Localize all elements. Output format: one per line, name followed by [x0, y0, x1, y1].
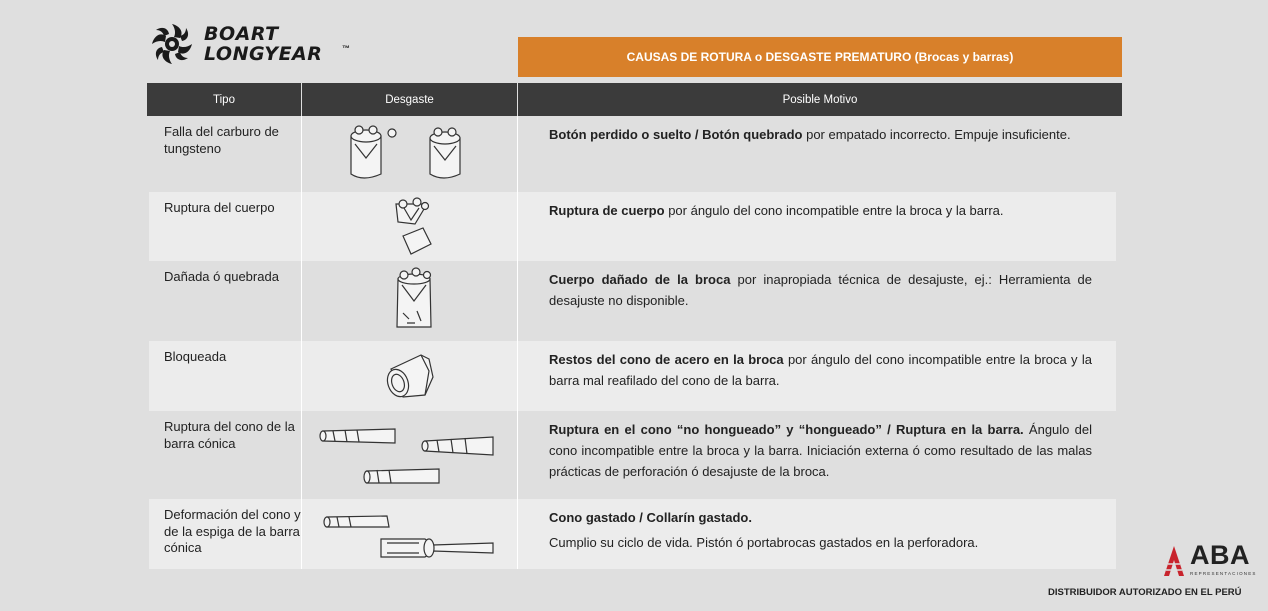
trademark-symbol: ™	[342, 44, 350, 53]
worn-rods-illustration	[303, 499, 517, 569]
column-header-desgaste: Desgaste	[302, 83, 517, 116]
page-title: CAUSAS DE ROTURA o DESGASTE PREMATURO (Brocas y barras)	[518, 37, 1122, 77]
broken-rods-illustration	[303, 411, 517, 499]
logo-line-1: BOART	[204, 23, 279, 45]
row-motivo	[549, 269, 1092, 311]
damaged-bit-illustration	[303, 261, 517, 341]
motivo-text: por ángulo del cono incompatible entre la broca y la barra.	[664, 203, 1004, 218]
column-divider	[517, 116, 518, 569]
table-row	[149, 261, 1116, 341]
aba-logo	[1162, 540, 1257, 582]
row-tipo: Bloqueada	[164, 349, 227, 364]
boart-longyear-emblem-icon	[150, 22, 194, 66]
broken-bit-buttons-illustration	[303, 116, 517, 192]
motivo-bold: Ruptura en el cono “no hongueado” y “hongueado” / Ruptura en la barra.	[549, 422, 1024, 437]
aba-subtitle: REPRESENTACIONES	[1190, 571, 1257, 576]
motivo-bold: Cuerpo dañado de la broca	[549, 272, 731, 287]
column-header-motivo: Posible Motivo	[518, 83, 1122, 116]
broken-bit-body-illustration	[303, 192, 517, 261]
table-row	[149, 116, 1116, 192]
motivo-bold: Cono gastado / Collarín gastado.	[549, 510, 752, 525]
row-tipo: Ruptura del cuerpo	[164, 200, 275, 215]
boart-longyear-logo	[150, 22, 370, 72]
table-row	[149, 192, 1116, 261]
motivo-bold: Ruptura de cuerpo	[549, 203, 665, 218]
motivo-text: por empatado incorrecto. Empuje insuficiente.	[802, 127, 1071, 142]
distributor-tagline: DISTRIBUIDOR AUTORIZADO EN EL PERÚ	[1048, 587, 1242, 598]
logo-wordmark	[204, 24, 322, 64]
motivo-text: por inapropiada técnica de desajuste, ej.: Herramienta de desajuste no disponible.	[549, 272, 1092, 308]
logo-line-2: LONGYEAR	[204, 43, 323, 65]
row-tipo: Dañada ó quebrada	[164, 269, 279, 284]
table-row	[149, 411, 1116, 499]
motivo-bold: Botón perdido o suelto / Botón quebrado	[549, 127, 803, 142]
row-motivo	[549, 507, 1092, 553]
row-tipo: Ruptura del cono de la barra cónica	[164, 419, 295, 451]
row-tipo: Falla del carburo de tungsteno	[164, 124, 279, 156]
row-motivo	[549, 349, 1092, 391]
column-divider	[301, 116, 302, 569]
motivo-text: Ángulo del cono incompatible entre la broca y la barra. Iniciación externa ó como resultado de las malas prácticas de perforación ó desajuste de la broca.	[549, 422, 1092, 479]
aba-emblem-icon	[1162, 544, 1186, 578]
row-motivo	[549, 419, 1092, 482]
motivo-bold: Restos del cono de acero en la broca	[549, 352, 784, 367]
row-tipo: Deformación del cono y de la espiga de la barra cónica	[164, 507, 301, 555]
blocked-bit-illustration	[303, 341, 517, 411]
table-row	[149, 499, 1116, 569]
aba-name: ABA	[1190, 540, 1250, 570]
motivo-text-2: Cumplio su ciclo de vida. Pistón ó portabrocas gastados en la perforadora.	[549, 535, 979, 550]
table-row	[149, 341, 1116, 411]
row-motivo	[549, 200, 1092, 221]
row-motivo	[549, 124, 1092, 145]
column-header-tipo: Tipo	[147, 83, 301, 116]
motivo-text: por ángulo del cono incompatible entre la broca y la barra mal reafilado del cono de la barra.	[549, 352, 1092, 388]
